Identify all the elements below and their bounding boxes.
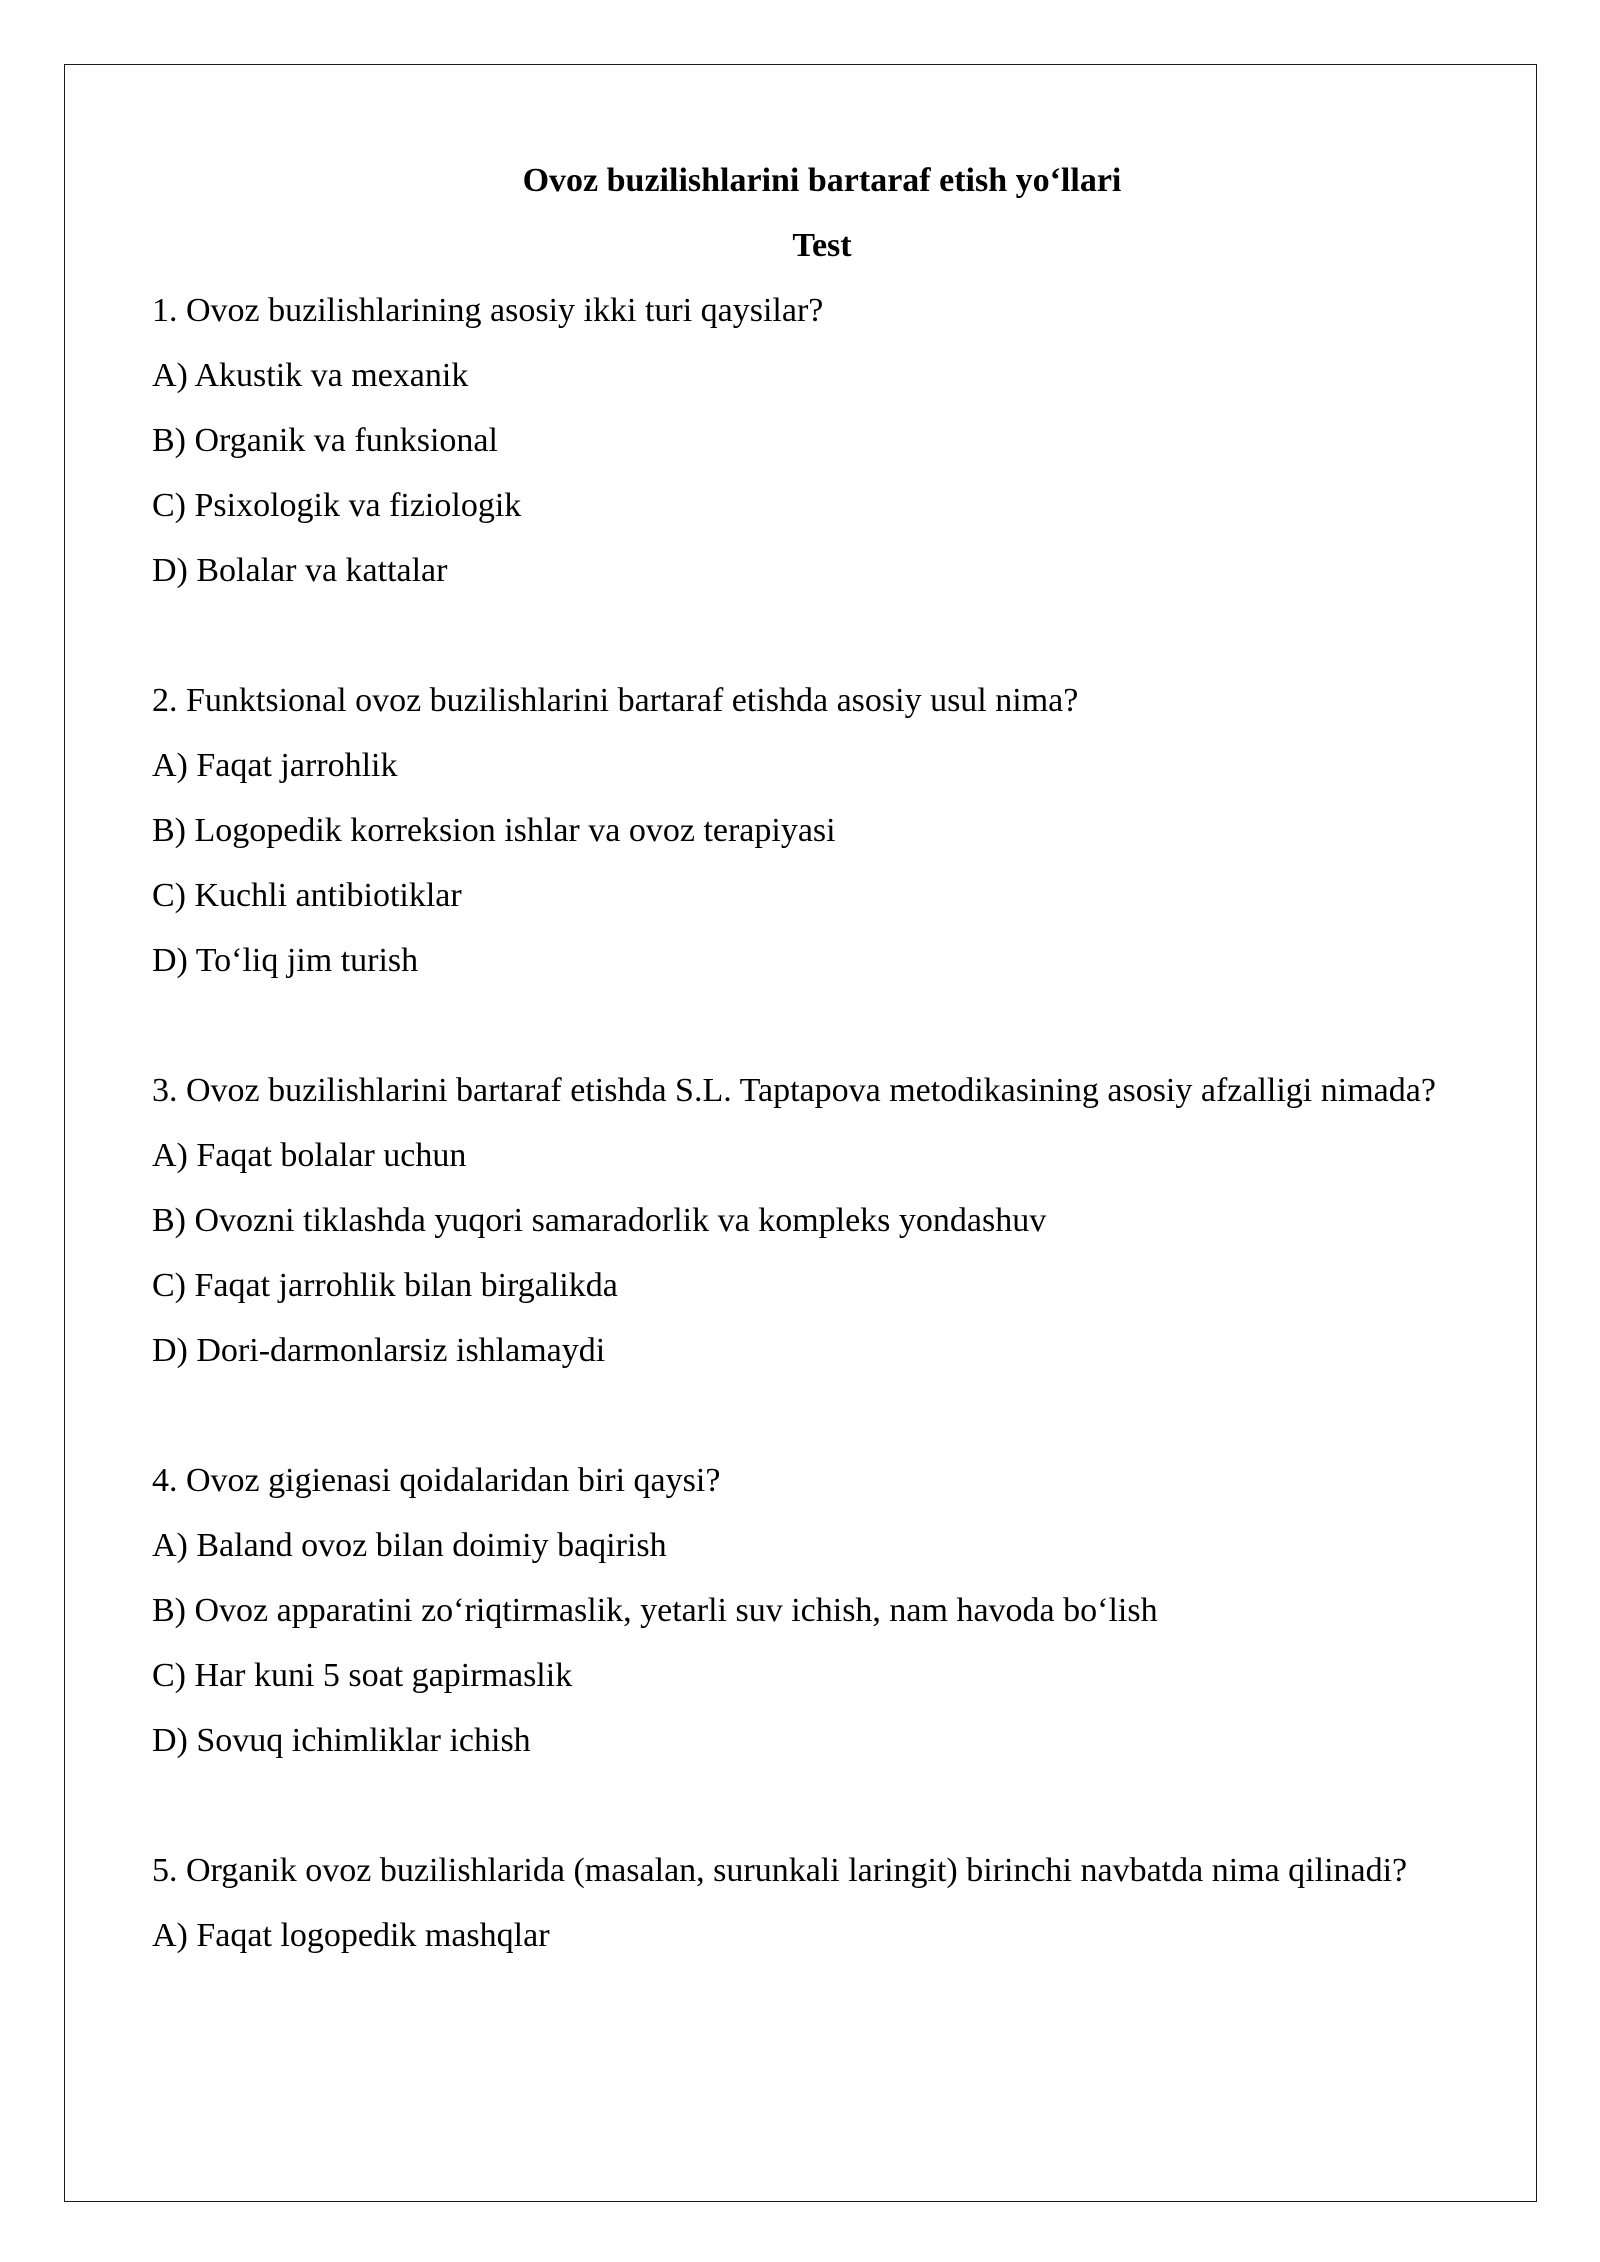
answer-option-b: B) Logopedik korreksion ishlar va ovoz terapiyasi [152,812,836,849]
answer-option-a: A) Faqat logopedik mashqlar [152,1917,550,1954]
question-text: 2. Funktsional ovoz buzilishlarini bartaraf etishda asosiy usul nima? [152,682,1079,719]
question-4 [152,1448,1452,1773]
answer-option-a: A) Baland ovoz bilan doimiy baqirish [152,1527,667,1564]
question-text: 4. Ovoz gigienasi qoidalaridan biri qaysi? [152,1462,721,1499]
question-text: 1. Ovoz buzilishlarining asosiy ikki turi qaysilar? [152,292,824,329]
answer-option-b: B) Ovozni tiklashda yuqori samaradorlik va kompleks yondashuv [152,1202,1047,1239]
answer-option-a: A) Faqat bolalar uchun [152,1137,467,1174]
answer-option-d: D) Dori-darmonlarsiz ishlamaydi [152,1332,606,1369]
answer-option-a: A) Akustik va mexanik [152,357,469,394]
answer-option-c: C) Har kuni 5 soat gapirmaslik [152,1657,573,1694]
question-3 [152,1058,1452,1383]
question-5 [152,1838,1452,1968]
question-text: 5. Organik ovoz buzilishlarida (masalan, surunkali laringit) birinchi navbatda nima qilinadi? [152,1852,1408,1889]
document-subtitle: Test [792,227,852,264]
answer-option-d: D) To‘liq jim turish [152,942,419,979]
answer-option-d: D) Sovuq ichimliklar ichish [152,1722,531,1759]
answer-option-d: D) Bolalar va kattalar [152,552,448,589]
answer-option-b: B) Organik va funksional [152,422,498,459]
answer-option-c: C) Kuchli antibiotiklar [152,877,462,914]
document-body [152,148,1452,1968]
question-2 [152,668,1452,993]
question-1 [152,278,1452,603]
question-text: 3. Ovoz buzilishlarini bartaraf etishda S.L. Taptapova metodikasining asosiy afzalligi nimada? [152,1072,1436,1109]
answer-option-c: C) Faqat jarrohlik bilan birgalikda [152,1267,618,1304]
answer-option-b: B) Ovoz apparatini zo‘riqtirmaslik, yetarli suv ichish, nam havoda bo‘lish [152,1592,1158,1629]
answer-option-a: A) Faqat jarrohlik [152,747,398,784]
document-title: Ovoz buzilishlarini bartaraf etish yo‘llari [522,162,1122,199]
answer-option-c: C) Psixologik va fiziologik [152,487,522,524]
